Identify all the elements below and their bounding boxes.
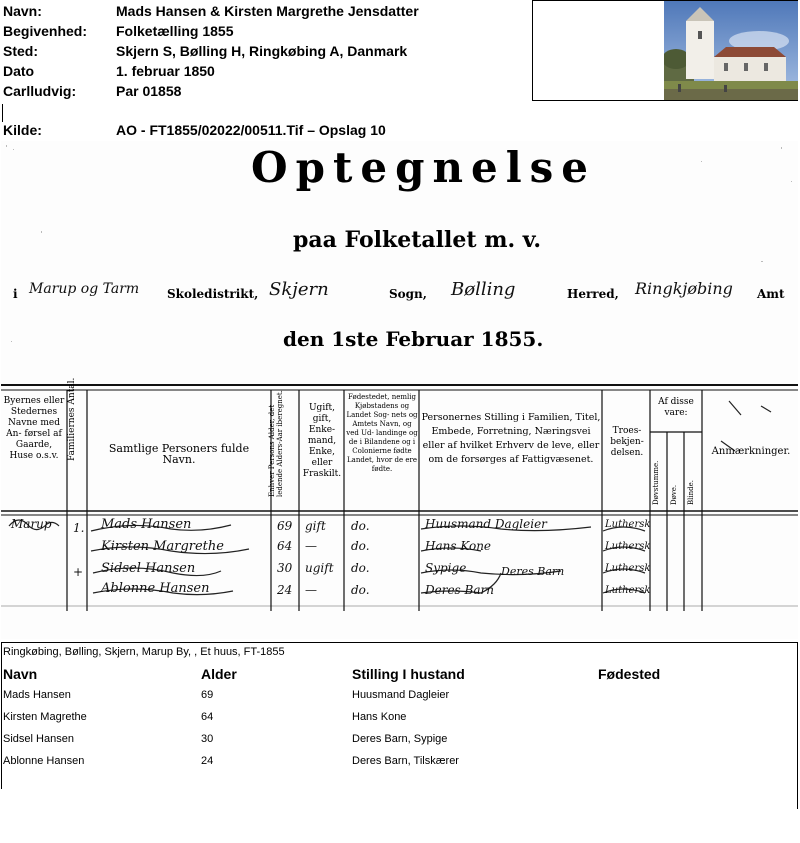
cell-stilling: Deres Barn, Sypige <box>352 733 448 745</box>
hw-stilling: Hans Kone <box>425 539 492 553</box>
cell-navn: Mads Hansen <box>3 689 71 701</box>
source-label: Kilde: <box>3 122 42 138</box>
label-sogn: Sogn, <box>389 287 427 301</box>
col-header-navn: Navn <box>3 666 38 682</box>
cell-navn: Ablonne Hansen <box>3 755 85 767</box>
label-amt: Amt <box>757 287 785 301</box>
col-anmaerkninger: Anmærkninger. <box>711 446 791 457</box>
cell-alder: 64 <box>201 711 214 723</box>
hw-civil: — <box>305 539 317 553</box>
cell-stilling: Huusmand Dagleier <box>352 689 450 701</box>
label-herred: Herred, <box>567 287 619 301</box>
handwritten-amt: Ringkjøbing <box>635 279 733 298</box>
label-skoledistrikt: Skoledistrikt, <box>167 287 259 301</box>
col-dove: Døve. <box>670 484 678 505</box>
hw-born: do. <box>351 519 370 533</box>
hw-tro: Luthersk <box>605 563 651 574</box>
header-label: Dato <box>3 63 35 79</box>
hw-place: Marup <box>11 517 52 531</box>
col-blinde: Blinde. <box>687 480 695 505</box>
hw-stilling: Huusmand Dagleier <box>425 517 547 531</box>
col-names: Samtlige Personers fulde Navn. <box>108 442 250 466</box>
header-label: Begivenhed: <box>3 23 88 39</box>
hw-tro: Luthersk <box>605 585 651 596</box>
col-header-alder: Alder <box>201 666 237 682</box>
form-title: Optegnelse <box>251 143 597 192</box>
hw-note: Deres Barn <box>501 565 565 578</box>
census-scan <box>1 141 798 639</box>
form-subtitle: paa Folketallet m. v. <box>293 227 542 253</box>
divider <box>1 642 798 643</box>
col-troes: Troes- bekjen- delsen. <box>610 426 644 458</box>
col-byernes: Byernes eller Stedernes Navne med An- førsel af Gaarde, Huse o.s.v. <box>3 396 65 461</box>
col-fodested: Fødestedet, nemlig Kjøbstadens og Landet Sog- nets og Amtets Navn, og ved Ud- landinge og de i Bilandene og i Colonierne fødte Landet, hvor de ere fødte. <box>346 393 418 473</box>
transcription-caption: Ringkøbing, Bølling, Skjern, Marup By, , Et huus, FT-1855 <box>3 646 285 658</box>
hw-stilling: Sypige <box>425 561 467 575</box>
form-date: den 1ste Februar 1855. <box>283 327 544 351</box>
col-header-stilling: Stilling I hustand <box>352 666 465 682</box>
hw-age: 30 <box>277 561 293 575</box>
hw-civil: gift <box>305 519 326 533</box>
hw-civil: — <box>305 583 317 597</box>
cell-alder: 24 <box>201 755 214 767</box>
hw-tro: Luthersk <box>605 541 651 552</box>
handwritten-herred: Bølling <box>451 279 516 300</box>
col-stilling: Personernes Stilling i Familien, Titel, Embede, Forretning, Næringsvei eller af hvilket Erhverv de leve, eller om de forsørges af Fattigvæsenet. <box>421 412 601 465</box>
hw-civil: ugift <box>305 561 334 575</box>
header-label: Carlludvig: <box>3 83 77 99</box>
source-value: AO - FT1855/02022/00511.Tif – Opslag 10 <box>116 122 386 138</box>
hw-age: 24 <box>277 583 293 597</box>
church-photo <box>664 1 798 100</box>
header-label: Navn: <box>3 3 42 19</box>
hw-name: Sidsel Hansen <box>101 561 196 576</box>
divider <box>2 104 3 122</box>
header-value: Par 01858 <box>116 83 182 99</box>
hw-born: do. <box>351 583 370 597</box>
handwritten-sogn: Skjern <box>269 279 329 300</box>
col-header-fodested: Fødested <box>598 666 661 682</box>
handwritten-district: Marup og Tarm <box>29 281 140 297</box>
divider <box>1 643 2 789</box>
col-civil: Ugift, gift, Enke- mand, Enke, eller Fraskilt. <box>302 403 342 479</box>
header-value: 1. februar 1850 <box>116 63 215 79</box>
divider <box>797 643 798 809</box>
col-af-disse: Af disse vare: <box>658 397 694 418</box>
hw-name: Kirsten Margrethe <box>101 539 224 554</box>
cell-alder: 30 <box>201 733 214 745</box>
cell-navn: Kirsten Magrethe <box>3 711 87 723</box>
cell-stilling: Hans Kone <box>352 711 407 723</box>
col-alder: Enhver Persons Alder, det ledende Alders-Aar iberegnet. <box>268 390 284 497</box>
district-prefix: i <box>13 287 18 301</box>
col-dovstumme: Døvstumme. <box>652 460 660 505</box>
hw-antal: 1. <box>73 521 85 535</box>
hw-name: Mads Hansen <box>101 517 192 532</box>
hw-name: Ablonne Hansen <box>101 581 210 596</box>
col-antal: Familiernes Antal. <box>67 377 77 461</box>
hw-age: 64 <box>277 539 293 553</box>
header-value: Folketælling 1855 <box>116 23 234 39</box>
hw-born: do. <box>351 539 370 553</box>
cell-alder: 69 <box>201 689 214 701</box>
header-value: Mads Hansen & Kirsten Margrethe Jensdatter <box>116 3 419 19</box>
hw-born: do. <box>351 561 370 575</box>
hw-tro: Luthersk <box>605 519 651 530</box>
hw-age: 69 <box>277 519 293 533</box>
cell-stilling: Deres Barn, Tilskærer <box>352 755 459 767</box>
hw-stilling: Deres Barn <box>425 583 494 597</box>
cell-navn: Sidsel Hansen <box>3 733 74 745</box>
hw-antal: + <box>73 565 84 579</box>
header-value: Skjern S, Bølling H, Ringkøbing A, Danmark <box>116 43 408 59</box>
header-label: Sted: <box>3 43 38 59</box>
